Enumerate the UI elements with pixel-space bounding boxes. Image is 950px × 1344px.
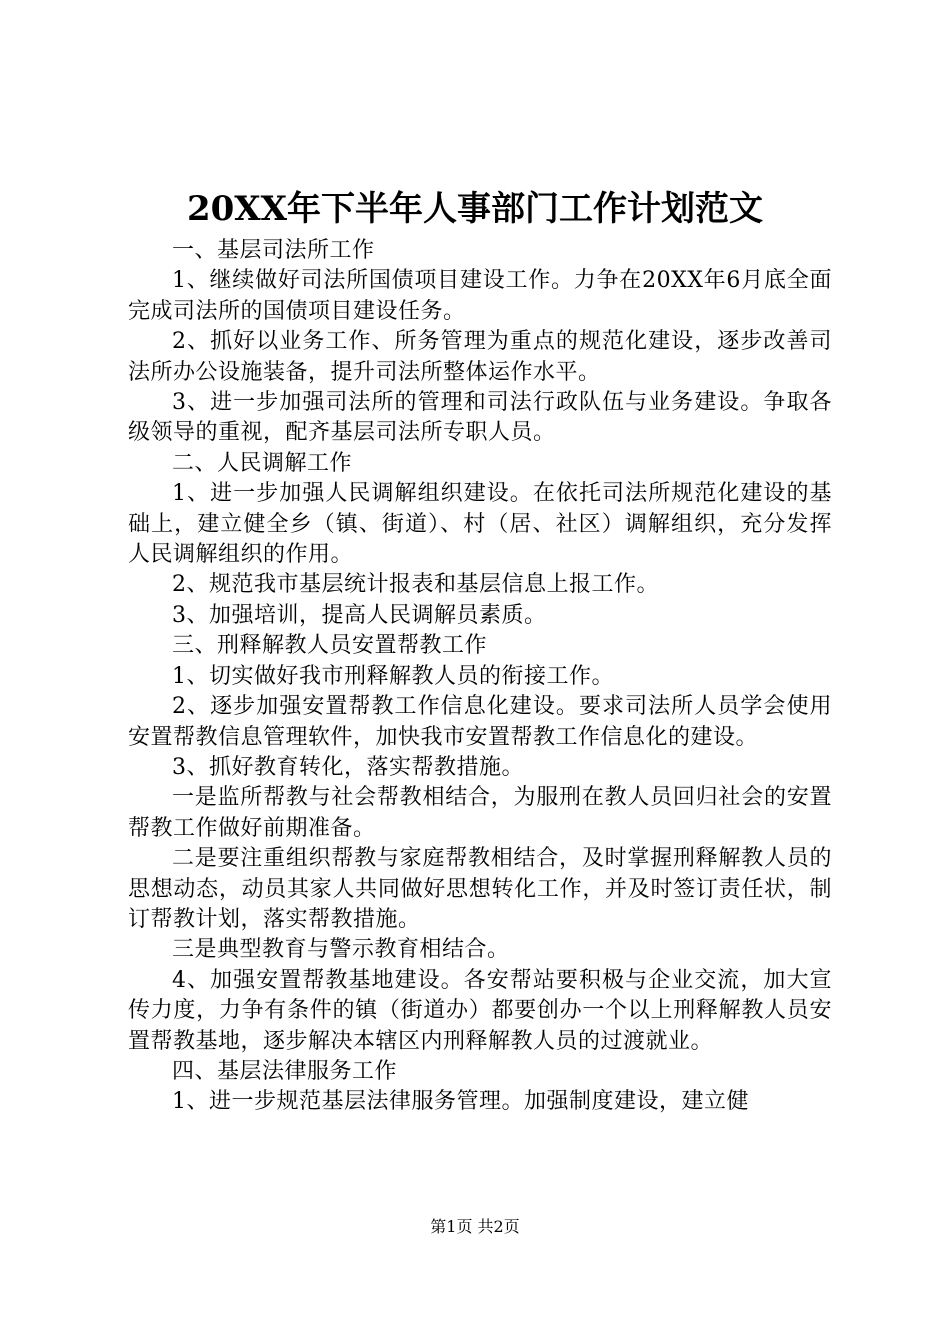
paragraph: 1、继续做好司法所国债项目建设工作。力争在20XX年6月底全面完成司法所的国债项目建设任务。 bbox=[128, 268, 832, 324]
paragraph: 1、切实做好我市刑释解教人员的衔接工作。 bbox=[172, 663, 614, 689]
section-heading: 二、人民调解工作 bbox=[172, 450, 353, 476]
paragraph: 1、进一步规范基层法律服务管理。加强制度建设，建立健 bbox=[172, 1089, 749, 1115]
section-heading: 四、基层法律服务工作 bbox=[172, 1058, 398, 1084]
paragraph: 1、进一步加强人民调解组织建设。在依托司法所规范化建设的基础上，建立健全乡（镇、街道）、村（居、社区）调解组织，充分发挥人民调解组织的作用。 bbox=[128, 481, 832, 568]
document-body bbox=[128, 236, 832, 1118]
paragraph: 三是典型教育与警示教育相结合。 bbox=[172, 937, 510, 963]
document-title: 20XX年下半年人事部门工作计划范文 bbox=[186, 189, 764, 229]
paragraph: 二是要注重组织帮教与家庭帮教相结合，及时掌握刑释解教人员的思想动态，动员其家人共同做好思想转化工作，并及时签订责任状，制订帮教计划，落实帮教措施。 bbox=[128, 846, 832, 932]
paragraph: 2、逐步加强安置帮教工作信息化建设。要求司法所人员学会使用安置帮教信息管理软件，加快我市安置帮教工作信息化的建设。 bbox=[128, 694, 832, 750]
section-heading: 三、刑释解教人员安置帮教工作 bbox=[172, 633, 488, 659]
paragraph: 3、加强培训，提高人民调解员素质。 bbox=[172, 602, 547, 628]
section-heading: 一、基层司法所工作 bbox=[172, 238, 375, 263]
page-footer: 第1页 共2页 bbox=[430, 1217, 520, 1236]
paragraph: 3、抓好教育转化，落实帮教措施。 bbox=[172, 754, 524, 780]
paragraph: 2、规范我市基层统计报表和基层信息上报工作。 bbox=[172, 572, 659, 598]
paragraph: 3、进一步加强司法所的管理和司法行政队伍与业务建设。争取各级领导的重视，配齐基层司法所专职人员。 bbox=[128, 390, 832, 446]
paragraph: 一是监所帮教与社会帮教相结合，为服刑在教人员回归社会的安置帮教工作做好前期准备。 bbox=[128, 785, 832, 841]
paragraph: 4、加强安置帮教基地建设。各安帮站要积极与企业交流，加大宣传力度，力争有条件的镇（街道办）都要创办一个以上刑释解教人员安置帮教基地，逐步解决本辖区内刑释解教人员的过渡就业。 bbox=[128, 967, 832, 1054]
paragraph: 2、抓好以业务工作、所务管理为重点的规范化建设，逐步改善司法所办公设施装备，提升司法所整体运作水平。 bbox=[128, 329, 832, 385]
